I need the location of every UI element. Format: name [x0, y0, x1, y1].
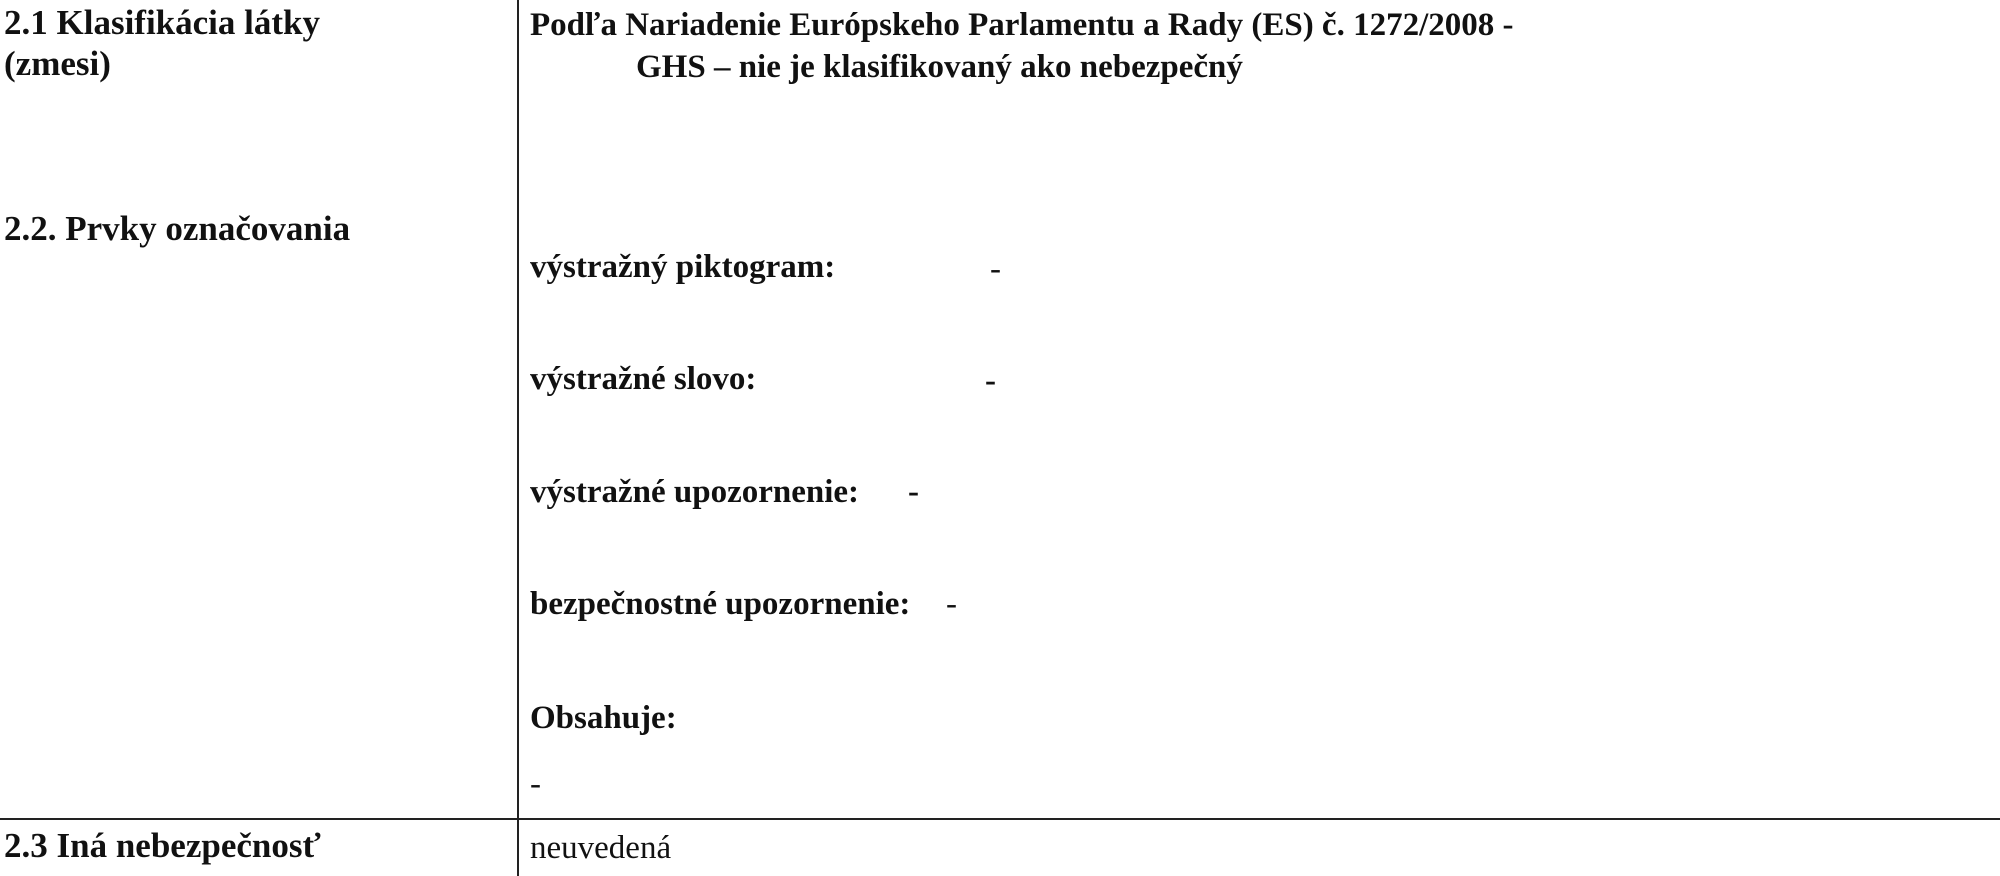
section-2-3-value: neuvedená [530, 830, 672, 866]
signal-word-value: - [985, 363, 996, 399]
column-divider [517, 0, 519, 876]
signal-word-label: výstražné slovo: [530, 361, 757, 397]
row-divider [0, 818, 2000, 820]
section-2-2-label: 2.2. Prvky označovania [4, 209, 351, 248]
contains-value: - [530, 766, 541, 802]
hazard-statement-label: výstražné upozornenie: [530, 474, 860, 510]
contains-label: Obsahuje: [530, 700, 677, 736]
section-2-3-label: 2.3 Iná nebezpečnosť [4, 826, 321, 865]
hazard-statement-value: - [908, 474, 919, 510]
precautionary-statement-value: - [946, 586, 957, 622]
section-2-1-text-line1: Podľa Nariadenie Európskeho Parlamentu a Rady (ES) č. 1272/2008 - [530, 7, 1514, 43]
section-2-1-label-line1: 2.1 Klasifikácia látky [4, 3, 320, 42]
precautionary-statement-label: bezpečnostné upozornenie: [530, 586, 911, 622]
section-2-1-text-line2: GHS – nie je klasifikovaný ako nebezpečný [636, 49, 1243, 85]
pictogram-value: - [990, 251, 1001, 287]
pictogram-label: výstražný piktogram: [530, 249, 836, 285]
section-2-1-label-line2: (zmesi) [4, 44, 111, 83]
